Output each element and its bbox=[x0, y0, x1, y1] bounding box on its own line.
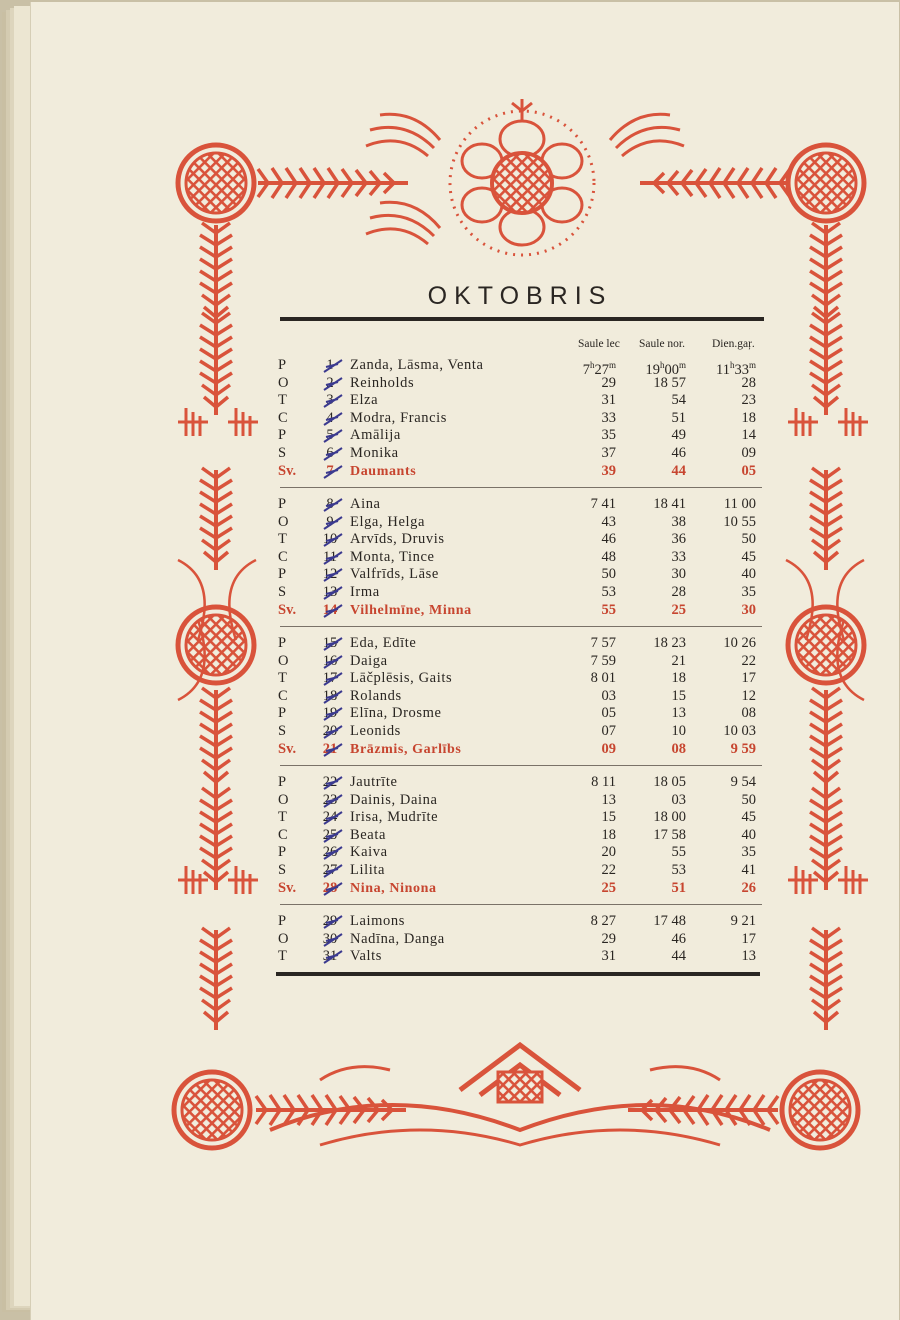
sunday-row bbox=[274, 463, 762, 481]
day-length: 10 55 bbox=[723, 513, 756, 530]
day-row bbox=[274, 566, 762, 584]
day-number: 29 bbox=[322, 913, 338, 929]
sunset-time: 51 bbox=[671, 879, 686, 896]
weekday-letter: O bbox=[278, 791, 289, 808]
name-days: Eda, Edīte bbox=[350, 635, 417, 651]
sunset-time: 18 57 bbox=[653, 374, 686, 391]
day-row bbox=[274, 410, 762, 428]
pen-strike-mark bbox=[322, 446, 344, 462]
sunrise-time: 05 bbox=[601, 705, 616, 722]
pen-strike-mark bbox=[322, 914, 344, 930]
pen-strike-mark bbox=[322, 724, 344, 740]
name-days: Monika bbox=[350, 444, 399, 461]
pen-strike-mark bbox=[322, 532, 344, 548]
day-length: 26 bbox=[741, 879, 756, 896]
day-length: 9 59 bbox=[730, 740, 756, 757]
day-number: 5 bbox=[326, 427, 334, 444]
sunrise-time: 39 bbox=[601, 462, 616, 479]
pen-strike-mark bbox=[322, 376, 344, 392]
day-length: 50 bbox=[741, 531, 756, 548]
week-separator bbox=[280, 904, 762, 905]
weekday-letter: O bbox=[278, 652, 289, 669]
sunrise-time: 7 57 bbox=[590, 635, 616, 651]
weekday-letter: T bbox=[278, 670, 287, 687]
pen-strike-mark bbox=[322, 550, 344, 566]
weekday-letter: P bbox=[278, 774, 287, 790]
sunrise-time: 46 bbox=[601, 531, 616, 548]
name-days: Elīna, Drosme bbox=[350, 705, 442, 722]
pen-strike-mark bbox=[322, 810, 344, 826]
sunrise-time: 29 bbox=[601, 930, 616, 947]
day-row bbox=[274, 635, 762, 653]
name-days: Valts bbox=[350, 948, 382, 965]
day-row bbox=[274, 705, 762, 723]
day-row bbox=[274, 514, 762, 532]
day-length: 10 03 bbox=[723, 722, 756, 739]
sunset-time: 36 bbox=[671, 531, 686, 548]
day-row bbox=[274, 549, 762, 567]
day-row bbox=[274, 827, 762, 845]
sunset-time: 49 bbox=[671, 427, 686, 444]
name-days: Jautrīte bbox=[350, 774, 398, 790]
sunset-time: 55 bbox=[671, 844, 686, 861]
day-number: 2 bbox=[326, 374, 334, 391]
day-length: 11$^h$33$^m$ bbox=[716, 360, 756, 378]
sunset-header: Saule nor. bbox=[639, 338, 685, 350]
pen-strike-mark bbox=[322, 706, 344, 722]
sunrise-time: 07 bbox=[601, 722, 616, 739]
weekday-letter: T bbox=[278, 531, 287, 548]
sunrise-time: 7 41 bbox=[590, 496, 616, 512]
pen-strike-mark bbox=[322, 411, 344, 427]
name-days: Irisa, Mudrīte bbox=[350, 809, 439, 826]
sunset-time: 18 bbox=[671, 670, 686, 687]
day-length: 17 bbox=[741, 670, 756, 687]
pen-strike-mark bbox=[322, 497, 344, 513]
day-number: 8 bbox=[326, 496, 334, 512]
sunrise-time: 20 bbox=[601, 844, 616, 861]
day-length: 10 26 bbox=[723, 635, 756, 651]
day-number: 24 bbox=[322, 809, 338, 826]
day-length: 11 00 bbox=[723, 496, 756, 512]
sunrise-time: 13 bbox=[601, 791, 616, 808]
sunrise-time: 25 bbox=[601, 879, 616, 896]
pen-strike-mark bbox=[322, 567, 344, 583]
sunset-time: 38 bbox=[671, 513, 686, 530]
day-length: 14 bbox=[741, 427, 756, 444]
sunset-time: 44 bbox=[671, 462, 686, 479]
day-number: 19 bbox=[322, 705, 338, 722]
sunset-time: 28 bbox=[671, 583, 686, 600]
pen-strike-mark bbox=[322, 515, 344, 531]
weekday-letter: O bbox=[278, 374, 289, 391]
day-number: 3 bbox=[326, 392, 334, 409]
weekday-letter: O bbox=[278, 930, 289, 947]
sunday-row bbox=[274, 741, 762, 759]
sunrise-time: 18 bbox=[601, 826, 616, 843]
sunset-time: 53 bbox=[671, 861, 686, 878]
sunset-time: 18 23 bbox=[653, 635, 686, 651]
name-days: Aina bbox=[350, 496, 381, 512]
bottom-rule bbox=[276, 972, 760, 976]
name-days: Daumants bbox=[350, 463, 417, 479]
daylength-header: Dien.gaŗ. bbox=[712, 338, 755, 350]
sunset-time: 51 bbox=[671, 409, 686, 426]
name-days: Dainis, Daina bbox=[350, 791, 438, 808]
pen-strike-mark bbox=[322, 932, 344, 948]
day-number: 25 bbox=[322, 826, 338, 843]
day-length: 40 bbox=[741, 566, 756, 583]
name-days: Nina, Ninona bbox=[350, 880, 437, 896]
sunrise-time: 09 bbox=[601, 740, 616, 757]
pen-strike-mark bbox=[322, 793, 344, 809]
pen-strike-mark bbox=[322, 742, 344, 758]
weekday-letter: C bbox=[278, 826, 288, 843]
day-row bbox=[274, 948, 762, 966]
week-separator bbox=[280, 626, 762, 627]
weekday-letter: C bbox=[278, 409, 288, 426]
day-length: 41 bbox=[741, 861, 756, 878]
name-days: Kaiva bbox=[350, 844, 388, 861]
sunset-time: 21 bbox=[671, 652, 686, 669]
sunrise-time: 53 bbox=[601, 583, 616, 600]
name-days: Modra, Francis bbox=[350, 409, 447, 426]
day-length: 30 bbox=[741, 601, 756, 618]
pen-strike-mark bbox=[322, 464, 344, 480]
day-number: 23 bbox=[322, 791, 338, 808]
pen-strike-mark bbox=[322, 845, 344, 861]
day-row bbox=[274, 792, 762, 810]
name-days: Nadīna, Danga bbox=[350, 930, 445, 947]
sunrise-time: 31 bbox=[601, 392, 616, 409]
sunset-time: 17 48 bbox=[653, 913, 686, 929]
sunrise-time: 8 27 bbox=[590, 913, 616, 929]
day-number: 10 bbox=[322, 531, 338, 548]
sunset-time: 03 bbox=[671, 791, 686, 808]
day-row bbox=[274, 774, 762, 792]
sunset-time: 18 00 bbox=[653, 809, 686, 826]
day-length: 45 bbox=[741, 809, 756, 826]
sunset-time: 25 bbox=[671, 601, 686, 618]
weekday-letter: S bbox=[278, 722, 287, 739]
day-length: 18 bbox=[741, 409, 756, 426]
pen-strike-mark bbox=[322, 358, 344, 374]
week-block bbox=[274, 357, 762, 480]
name-days: Amālija bbox=[350, 427, 401, 444]
sunset-time: 10 bbox=[671, 722, 686, 739]
sunrise-header: Saule lec bbox=[578, 338, 620, 350]
day-row bbox=[274, 392, 762, 410]
pen-strike-mark bbox=[322, 654, 344, 670]
day-length: 23 bbox=[741, 392, 756, 409]
name-days: Irma bbox=[350, 583, 380, 600]
day-row bbox=[274, 688, 762, 706]
day-number: 22 bbox=[322, 774, 338, 790]
day-row bbox=[274, 844, 762, 862]
sunrise-time: 50 bbox=[601, 566, 616, 583]
sunday-row bbox=[274, 880, 762, 898]
day-number: 6 bbox=[326, 444, 334, 461]
pen-strike-mark bbox=[322, 671, 344, 687]
day-row bbox=[274, 931, 762, 949]
pen-strike-mark bbox=[322, 428, 344, 444]
day-length: 08 bbox=[741, 705, 756, 722]
sunset-time: 17 58 bbox=[653, 826, 686, 843]
day-number: 16 bbox=[322, 652, 338, 669]
weekday-letter: P bbox=[278, 427, 287, 444]
sunrise-time: 33 bbox=[601, 409, 616, 426]
day-row bbox=[274, 723, 762, 741]
weekday-letter: Sv. bbox=[278, 601, 297, 618]
name-days: Laimons bbox=[350, 913, 405, 929]
pen-strike-mark bbox=[322, 689, 344, 705]
sunrise-time: 31 bbox=[601, 948, 616, 965]
weekday-letter: O bbox=[278, 513, 289, 530]
sunrise-time: 48 bbox=[601, 548, 616, 565]
sunrise-time: 8 11 bbox=[591, 774, 616, 790]
name-days: Vilhelmīne, Minna bbox=[350, 602, 472, 618]
day-number: 9 bbox=[326, 513, 334, 530]
weekday-letter: T bbox=[278, 948, 287, 965]
day-length: 9 54 bbox=[730, 774, 756, 790]
name-days: Leonids bbox=[350, 722, 401, 739]
day-row bbox=[274, 357, 762, 378]
sunset-time: 18 41 bbox=[653, 496, 686, 512]
day-number: 12 bbox=[322, 566, 338, 583]
day-length: 35 bbox=[741, 844, 756, 861]
day-row bbox=[274, 862, 762, 880]
week-block bbox=[274, 774, 762, 897]
name-days: Beata bbox=[350, 826, 387, 843]
weekday-letter: P bbox=[278, 705, 287, 722]
name-days: Zanda, Lāsma, Venta bbox=[350, 357, 484, 373]
weekday-letter: P bbox=[278, 844, 287, 861]
sunset-time: 08 bbox=[671, 740, 686, 757]
week-block bbox=[274, 496, 762, 619]
week-block bbox=[274, 635, 762, 758]
sunrise-time: 7 59 bbox=[590, 652, 616, 669]
sunrise-time: 15 bbox=[601, 809, 616, 826]
weekday-letter: C bbox=[278, 687, 288, 704]
sunrise-time: 8 01 bbox=[590, 670, 616, 687]
weekday-letter: T bbox=[278, 392, 287, 409]
pen-strike-mark bbox=[322, 585, 344, 601]
day-row bbox=[274, 427, 762, 445]
weekday-letter: Sv. bbox=[278, 879, 297, 896]
weekday-letter: S bbox=[278, 583, 287, 600]
day-number: 28 bbox=[322, 879, 338, 896]
name-days: Lilita bbox=[350, 861, 386, 878]
day-row bbox=[274, 531, 762, 549]
name-days: Brāzmis, Garlībs bbox=[350, 741, 462, 757]
weekday-letter: P bbox=[278, 357, 287, 373]
day-length: 9 21 bbox=[730, 913, 756, 929]
day-number: 4 bbox=[326, 409, 334, 426]
day-length: 45 bbox=[741, 548, 756, 565]
day-number: 27 bbox=[322, 861, 338, 878]
weekday-letter: P bbox=[278, 635, 287, 651]
pen-strike-mark bbox=[322, 603, 344, 619]
day-length: 13 bbox=[741, 948, 756, 965]
day-number: 14 bbox=[322, 601, 338, 618]
weekday-letter: T bbox=[278, 809, 287, 826]
month-title: OKTOBRIS bbox=[427, 282, 613, 310]
sunday-row bbox=[274, 602, 762, 620]
day-number: 15 bbox=[322, 635, 338, 651]
sunset-time: 54 bbox=[671, 392, 686, 409]
pen-strike-mark bbox=[322, 949, 344, 965]
name-days: Elza bbox=[350, 392, 379, 409]
day-length: 28 bbox=[741, 374, 756, 391]
day-length: 09 bbox=[741, 444, 756, 461]
sunset-time: 46 bbox=[671, 930, 686, 947]
sunset-time: 46 bbox=[671, 444, 686, 461]
weekday-letter: S bbox=[278, 861, 287, 878]
sunset-time: 13 bbox=[671, 705, 686, 722]
name-days: Reinholds bbox=[350, 374, 415, 391]
sunrise-time: 43 bbox=[601, 513, 616, 530]
weekday-letter: S bbox=[278, 444, 287, 461]
week-block bbox=[274, 913, 762, 966]
name-days: Rolands bbox=[350, 687, 402, 704]
day-row bbox=[274, 809, 762, 827]
day-length: 05 bbox=[741, 462, 756, 479]
day-number: 7 bbox=[326, 462, 334, 479]
weekday-letter: C bbox=[278, 548, 288, 565]
day-number: 26 bbox=[322, 844, 338, 861]
day-length: 40 bbox=[741, 826, 756, 843]
sunset-time: 19$^h$00$^m$ bbox=[645, 360, 686, 378]
day-length: 12 bbox=[741, 687, 756, 704]
name-days: Arvīds, Druvis bbox=[350, 531, 445, 548]
day-row bbox=[274, 670, 762, 688]
sunrise-time: 7$^h$27$^m$ bbox=[582, 360, 616, 378]
day-length: 22 bbox=[741, 652, 756, 669]
top-rule bbox=[280, 317, 764, 321]
name-days: Valfrīds, Lāse bbox=[350, 566, 439, 583]
name-days: Elga, Helga bbox=[350, 513, 426, 530]
weekday-letter: P bbox=[278, 913, 287, 929]
day-number: 31 bbox=[322, 948, 338, 965]
day-number: 11 bbox=[323, 548, 337, 565]
day-row bbox=[274, 653, 762, 671]
day-row bbox=[274, 913, 762, 931]
week-separator bbox=[280, 487, 762, 488]
name-days: Lāčplēsis, Gaits bbox=[350, 670, 453, 687]
pen-strike-mark bbox=[322, 775, 344, 791]
day-number: 13 bbox=[322, 583, 338, 600]
sunset-time: 44 bbox=[671, 948, 686, 965]
day-number: 18 bbox=[322, 687, 338, 704]
name-days: Daiga bbox=[350, 652, 388, 669]
weekday-letter: P bbox=[278, 496, 287, 512]
weekday-letter: P bbox=[278, 566, 287, 583]
pen-strike-mark bbox=[322, 881, 344, 897]
sunrise-time: 22 bbox=[601, 861, 616, 878]
sunset-time: 15 bbox=[671, 687, 686, 704]
day-length: 35 bbox=[741, 583, 756, 600]
sunset-time: 18 05 bbox=[653, 774, 686, 790]
day-length: 50 bbox=[741, 791, 756, 808]
sunrise-time: 37 bbox=[601, 444, 616, 461]
sunset-time: 30 bbox=[671, 566, 686, 583]
weekday-letter: Sv. bbox=[278, 462, 297, 479]
pen-strike-mark bbox=[322, 393, 344, 409]
day-number: 30 bbox=[322, 930, 338, 947]
day-number: 1 bbox=[326, 357, 334, 373]
pen-strike-mark bbox=[322, 828, 344, 844]
day-row bbox=[274, 584, 762, 602]
day-number: 20 bbox=[322, 722, 338, 739]
week-separator bbox=[280, 765, 762, 766]
day-row bbox=[274, 496, 762, 514]
day-length: 17 bbox=[741, 930, 756, 947]
day-row bbox=[274, 445, 762, 463]
pen-strike-mark bbox=[322, 863, 344, 879]
weekday-letter: Sv. bbox=[278, 740, 297, 757]
sunrise-time: 55 bbox=[601, 601, 616, 618]
sunset-time: 33 bbox=[671, 548, 686, 565]
day-number: 17 bbox=[322, 670, 338, 687]
sunrise-time: 35 bbox=[601, 427, 616, 444]
day-number: 21 bbox=[322, 740, 338, 757]
sunrise-time: 03 bbox=[601, 687, 616, 704]
name-days: Monta, Tince bbox=[350, 548, 435, 565]
day-row bbox=[274, 375, 762, 393]
sunrise-time: 29 bbox=[601, 374, 616, 391]
pen-strike-mark bbox=[322, 636, 344, 652]
